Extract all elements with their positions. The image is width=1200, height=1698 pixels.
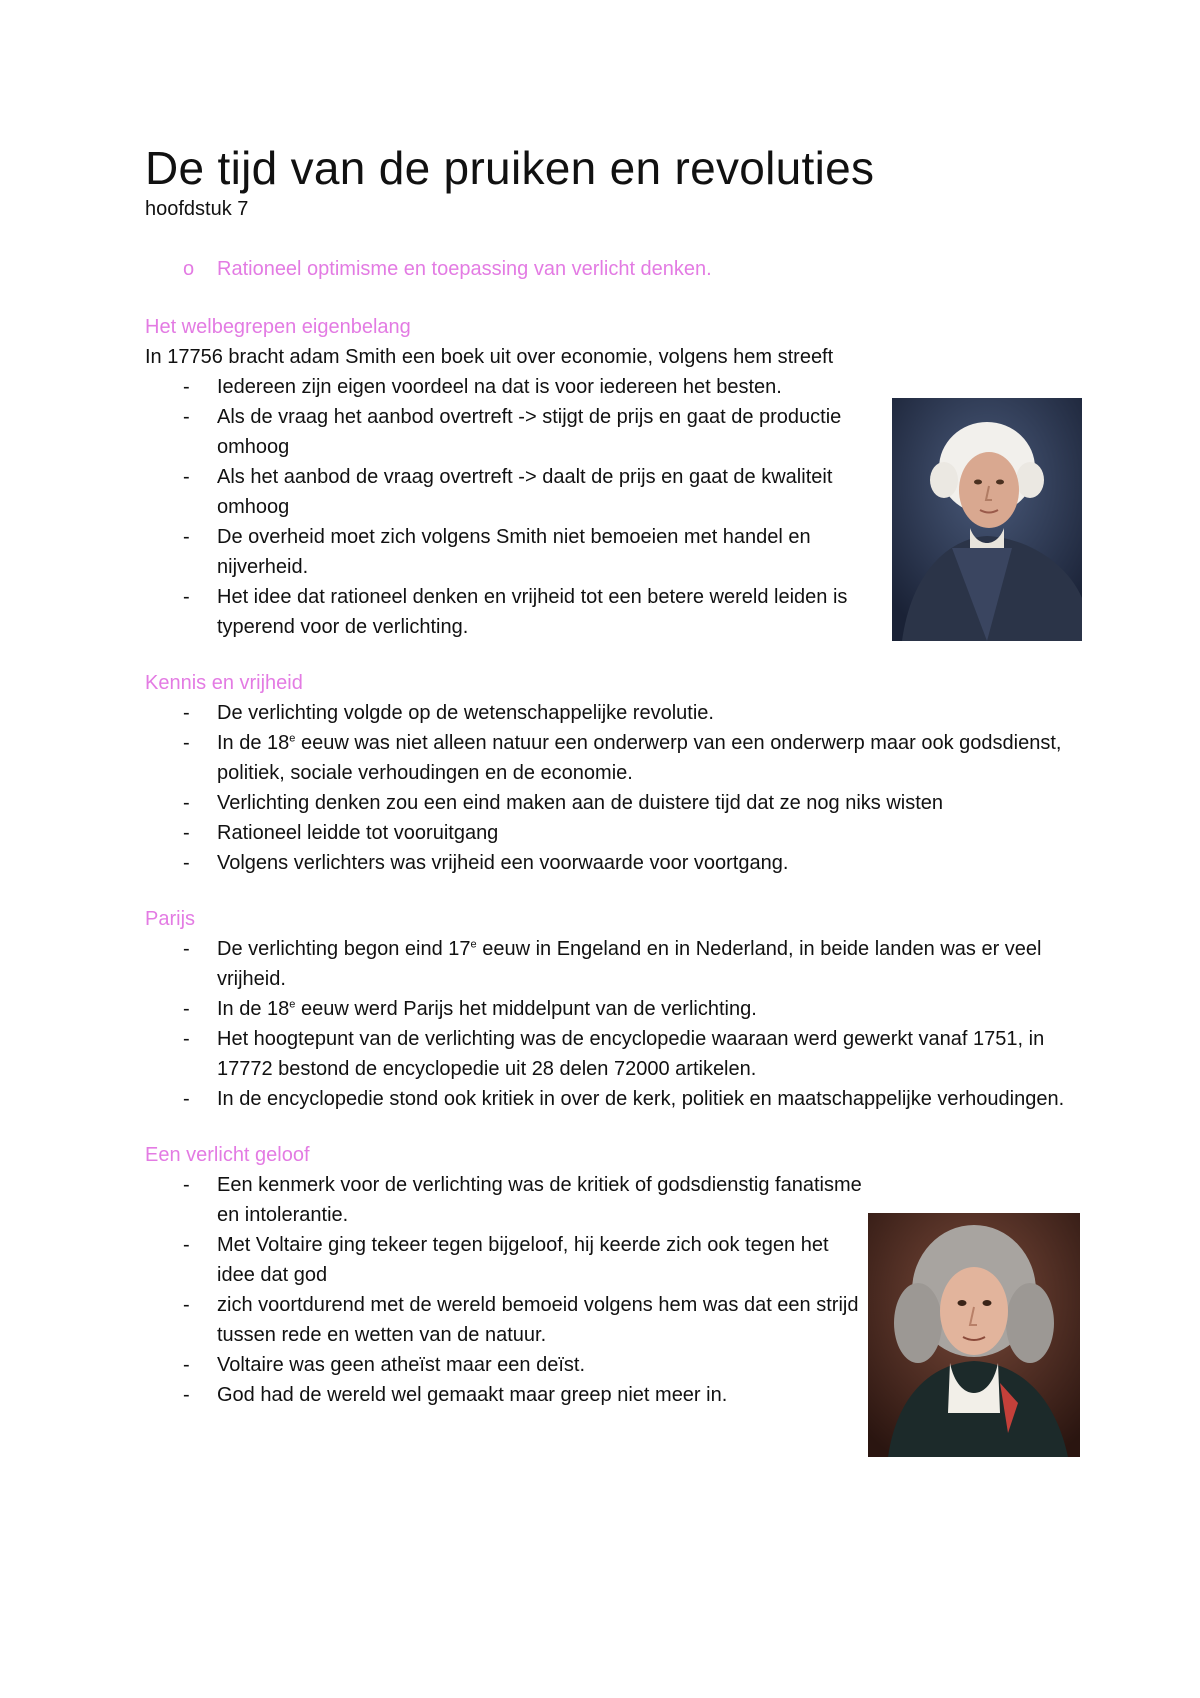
dash-bullet: - — [183, 822, 190, 844]
list-item-text: In de 18 — [217, 732, 290, 754]
list-item-text: Voltaire was geen atheïst maar een deïst. — [217, 1354, 585, 1376]
section-heading: Kennis en vrijheid — [145, 672, 303, 694]
circle-bullet-icon: o — [183, 258, 195, 280]
list-item — [145, 402, 865, 462]
list-item-text: Als het aanbod de vraag overtreft -> daalt de prijs en gaat de kwaliteit omhoog — [217, 466, 833, 518]
superscript: e — [289, 998, 296, 1011]
bullet-list — [145, 698, 1085, 878]
list-item-text: zich voortdurend met de wereld bemoeid volgens hem was dat een strijd tussen rede en wetten van de natuur. — [217, 1294, 859, 1346]
list-item — [145, 1350, 865, 1380]
dash-bullet: - — [183, 1294, 190, 1316]
bullet-list — [145, 934, 1085, 1114]
portrait-illustration — [892, 398, 1082, 641]
dash-bullet: - — [183, 852, 190, 874]
list-item-text: Het hoogtepunt van de verlichting was de encyclopedie waaraan werd gewerkt vanaf 1751, in 17772 bestond de encyclopedie uit 28 delen 72000 artikelen. — [217, 1028, 1045, 1080]
dash-bullet: - — [183, 376, 190, 398]
list-item — [145, 848, 1085, 878]
list-item-text: eeuw was niet alleen natuur een onderwerp van een onderwerp maar ook godsdienst, politiek, sociale verhoudingen en de economie. — [217, 732, 1062, 784]
list-item-text: God had de wereld wel gemaakt maar greep niet meer in. — [217, 1384, 728, 1406]
portrait-image — [892, 398, 1082, 641]
list-item-text: eeuw in Engeland en in Nederland, in beide landen was er veel vrijheid. — [217, 938, 1042, 990]
list-item-text: Een kenmerk voor de verlichting was de kritiek of godsdienstig fanatisme en intolerantie. — [217, 1174, 862, 1226]
list-item-text: Iedereen zijn eigen voordeel na dat is voor iedereen het besten. — [217, 376, 782, 398]
dash-bullet: - — [183, 792, 190, 814]
list-item — [145, 698, 1085, 728]
circle-item-text: Rationeel optimisme en toepassing van verlicht denken. — [217, 258, 712, 280]
list-item — [145, 994, 1085, 1024]
dash-bullet: - — [183, 938, 190, 960]
list-item-text: Met Voltaire ging tekeer tegen bijgeloof, hij keerde zich ook tegen het idee dat god — [217, 1234, 829, 1286]
list-item — [145, 372, 865, 402]
chapter-subtitle: hoofdstuk 7 — [145, 198, 249, 220]
portrait-illustration — [868, 1213, 1080, 1457]
section-intro: In 17756 bracht adam Smith een boek uit over economie, volgens hem streeft — [145, 346, 834, 368]
list-item-text: De overheid moet zich volgens Smith niet bemoeien met handel en nijverheid. — [217, 526, 811, 578]
section-heading: Het welbegrepen eigenbelang — [145, 316, 411, 338]
dash-bullet: - — [183, 1088, 190, 1110]
section-heading: Parijs — [145, 908, 196, 930]
list-item — [145, 1024, 1085, 1084]
dash-bullet: - — [183, 526, 190, 548]
list-item-text: De verlichting begon eind 17 — [217, 938, 471, 960]
superscript: e — [289, 732, 296, 745]
list-item — [145, 788, 1085, 818]
list-item — [145, 1084, 1085, 1114]
bullet-list — [145, 1170, 865, 1410]
list-item — [145, 728, 1085, 788]
section-kennis-vrijheid — [145, 668, 1085, 878]
dash-bullet: - — [183, 1174, 190, 1196]
section-parijs — [145, 904, 1085, 1114]
circle-list-item — [145, 254, 1085, 284]
list-item-text: Het idee dat rationeel denken en vrijheid tot een betere wereld leiden is typerend voor de verlichting. — [217, 586, 848, 638]
superscript: e — [470, 938, 477, 951]
list-item — [145, 582, 865, 642]
dash-bullet: - — [183, 406, 190, 428]
dash-bullet: - — [183, 998, 190, 1020]
list-item-text: In de 18 — [217, 998, 290, 1020]
list-item — [145, 818, 1085, 848]
list-item — [145, 522, 865, 582]
dash-bullet: - — [183, 1354, 190, 1376]
section-heading: Een verlicht geloof — [145, 1144, 310, 1166]
list-item-text: Volgens verlichters was vrijheid een voorwaarde voor voortgang. — [217, 852, 789, 874]
list-item — [145, 462, 865, 522]
dash-bullet: - — [183, 1234, 190, 1256]
dash-bullet: - — [183, 732, 190, 754]
page-title: De tijd van de pruiken en revoluties — [145, 142, 875, 194]
dash-bullet: - — [183, 702, 190, 724]
dash-bullet: - — [183, 1028, 190, 1050]
list-item — [145, 1380, 865, 1410]
dash-bullet: - — [183, 586, 190, 608]
bullet-list — [145, 372, 865, 642]
portrait-image — [868, 1213, 1080, 1457]
list-item — [145, 934, 1085, 994]
list-item — [145, 1230, 865, 1290]
list-item — [145, 1170, 865, 1230]
dash-bullet: - — [183, 1384, 190, 1406]
list-item-text: In de encyclopedie stond ook kritiek in over de kerk, politiek en maatschappelijke verhoudingen. — [217, 1088, 1065, 1110]
list-item — [145, 1290, 865, 1350]
dash-bullet: - — [183, 466, 190, 488]
list-item-text: Als de vraag het aanbod overtreft -> stijgt de prijs en gaat de productie omhoog — [217, 406, 842, 458]
list-item-text: Verlichting denken zou een eind maken aan de duistere tijd dat ze nog niks wisten — [217, 792, 944, 814]
list-item-text: De verlichting volgde op de wetenschappelijke revolutie. — [217, 702, 714, 724]
list-item-text: eeuw werd Parijs het middelpunt van de verlichting. — [295, 998, 757, 1020]
list-item-text: Rationeel leidde tot vooruitgang — [217, 822, 499, 844]
